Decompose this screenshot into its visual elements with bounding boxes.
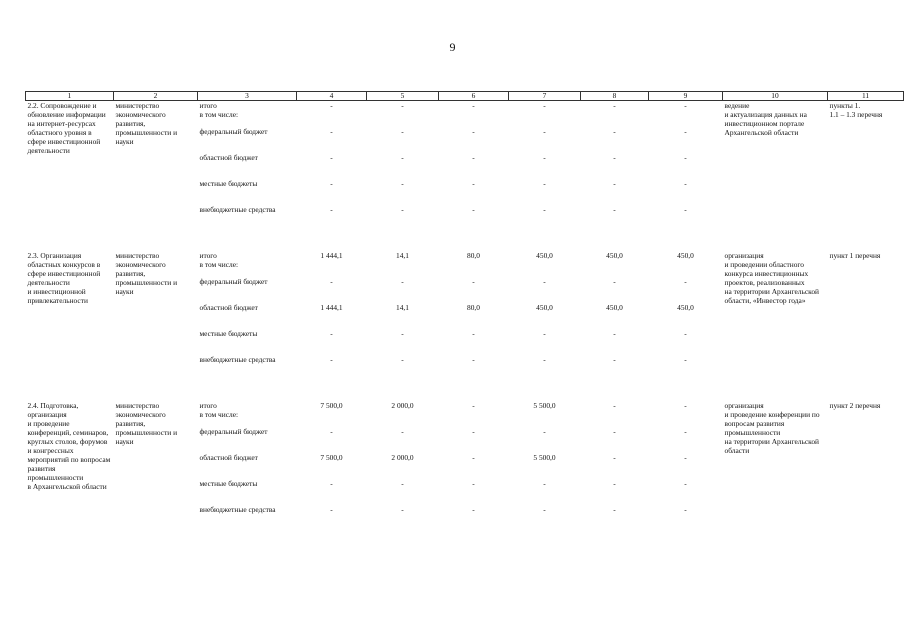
amount-value: - (472, 127, 475, 136)
amount-value: 5 500,0 (533, 453, 556, 462)
amount-value: - (684, 101, 687, 110)
funding-source-label: областной бюджет (199, 153, 258, 162)
amount-value: - (472, 329, 475, 338)
amount-value: 1 444,1 (320, 303, 343, 312)
amount-value: - (401, 479, 404, 488)
amount-value: - (613, 453, 616, 462)
column-header: 10 (723, 92, 828, 101)
amount-value: - (330, 179, 333, 188)
responsible-executor (114, 251, 198, 381)
amount-value: - (401, 329, 404, 338)
amount-value: - (330, 329, 333, 338)
amount-value: - (401, 277, 404, 286)
amount-value: - (401, 127, 404, 136)
amount-value: 7 500,0 (320, 401, 343, 410)
amount-value: - (613, 505, 616, 514)
amount-column (367, 401, 439, 531)
expected-result-text: организация и проведение конференции по вопросам развития промышленности на территории Архангельской области (724, 401, 820, 456)
amount-value: - (330, 355, 333, 364)
amount-value: - (543, 505, 546, 514)
funding-source-label: местные бюджеты (199, 329, 258, 338)
amount-value: - (401, 505, 404, 514)
amount-value: - (330, 427, 333, 436)
column-header: 8 (581, 92, 649, 101)
funding-source-label: федеральный бюджет (199, 427, 268, 436)
column-header: 7 (509, 92, 581, 101)
row-spacer (26, 381, 904, 401)
amount-value: 450,0 (606, 251, 623, 260)
spacer-cell (26, 231, 904, 251)
amount-value: - (472, 401, 475, 410)
amount-value: - (330, 277, 333, 286)
responsible-executor-text: министерство экономического развития, промышленности и науки (115, 401, 178, 447)
page-number: 9 (449, 40, 456, 54)
reference-item (828, 251, 904, 381)
reference-item (828, 101, 904, 232)
amount-value: 2 000,0 (391, 401, 414, 410)
measure-name-text: 2.3. Организация областных конкурсов в сфере инвестиционной деятельности и инвестиционной привлекательности (27, 251, 101, 306)
column-header: 3 (198, 92, 297, 101)
funding-source-label: внебюджетные средства (199, 355, 276, 364)
column-header: 6 (439, 92, 509, 101)
amount-value: - (543, 127, 546, 136)
amount-value: - (613, 153, 616, 162)
amount-value: - (330, 101, 333, 110)
amount-value: 450,0 (536, 303, 553, 312)
amount-column (297, 251, 367, 381)
amount-value: - (684, 205, 687, 214)
row-spacer (26, 231, 904, 251)
amount-value: - (684, 329, 687, 338)
amount-value: 450,0 (677, 251, 694, 260)
column-header: 2 (114, 92, 198, 101)
amount-value: - (330, 505, 333, 514)
measure-name-text: 2.2. Сопровождение и обновление информации на интернет-ресурсах областного уровня в сфере инвестиционной деятельности (27, 101, 106, 156)
measure-name (26, 251, 114, 381)
column-number-row (26, 92, 904, 101)
amount-value: - (543, 101, 546, 110)
amount-value: - (543, 277, 546, 286)
amount-column (581, 101, 649, 232)
amount-value: - (472, 205, 475, 214)
amount-column (649, 101, 723, 232)
responsible-executor (114, 401, 198, 531)
funding-source-label: федеральный бюджет (199, 127, 268, 136)
expected-result-text: организация и проведении областного конкурса инвестиционных проектов, реализованных на территории Архангельской области, «Инвестор года» (724, 251, 820, 306)
amount-column (367, 251, 439, 381)
measure-row (26, 251, 904, 381)
amount-value: - (401, 205, 404, 214)
amount-value: - (330, 127, 333, 136)
amount-value: - (472, 479, 475, 488)
amount-value: - (330, 205, 333, 214)
amount-value: - (684, 453, 687, 462)
reference-item-text: пункт 2 перечня (829, 401, 881, 410)
amount-value: - (684, 355, 687, 364)
amount-value: - (613, 427, 616, 436)
amount-value: 14,1 (396, 303, 409, 312)
expected-result-text: ведение и актуализация данных на инвестиционном портале Архангельской области (724, 101, 807, 138)
amount-column (649, 251, 723, 381)
measure-name (26, 401, 114, 531)
amount-value: - (401, 153, 404, 162)
amount-column (297, 401, 367, 531)
expected-result (723, 251, 828, 381)
reference-item (828, 401, 904, 531)
amount-value: - (543, 427, 546, 436)
reference-item-text: пункты 1. 1.1 – 1.3 перечня (829, 101, 883, 120)
amount-value: - (472, 153, 475, 162)
column-header: 9 (649, 92, 723, 101)
expected-result (723, 401, 828, 531)
funding-source-label: внебюджетные средства (199, 205, 276, 214)
funding-sources (198, 101, 297, 232)
amount-column (509, 251, 581, 381)
amount-value: - (684, 479, 687, 488)
amount-value: - (472, 427, 475, 436)
amount-value: - (684, 277, 687, 286)
amount-value: - (543, 329, 546, 338)
column-header: 1 (26, 92, 114, 101)
amount-value: 80,0 (467, 303, 480, 312)
amount-value: - (684, 153, 687, 162)
column-header: 11 (828, 92, 904, 101)
spacer-cell (26, 381, 904, 401)
funding-source-label: местные бюджеты (199, 479, 258, 488)
funding-source-label: местные бюджеты (199, 179, 258, 188)
amount-value: - (613, 179, 616, 188)
amount-value: - (472, 505, 475, 514)
amount-column (509, 401, 581, 531)
amount-value: - (472, 355, 475, 364)
amount-value: - (401, 101, 404, 110)
amount-value: - (613, 101, 616, 110)
amount-value: - (330, 479, 333, 488)
expected-result (723, 101, 828, 232)
amount-column (509, 101, 581, 232)
funding-source-label: итого в том числе: (199, 101, 239, 120)
amount-value: - (472, 179, 475, 188)
amount-column (367, 101, 439, 232)
amount-value: 80,0 (467, 251, 480, 260)
amount-value: 450,0 (536, 251, 553, 260)
amount-value: - (613, 355, 616, 364)
amount-value: - (401, 355, 404, 364)
amount-value: - (401, 179, 404, 188)
amount-value: - (401, 427, 404, 436)
amount-value: - (684, 401, 687, 410)
measure-name-text: 2.4. Подготовка, организация и проведение конференций, семинаров, круглых столов, форумов и конгрессных мероприятий по вопросам развития промышленности в Архангельской области (27, 401, 111, 492)
amount-value: 1 444,1 (320, 251, 343, 260)
amount-value: - (330, 153, 333, 162)
amount-value: 7 500,0 (320, 453, 343, 462)
amount-column (581, 251, 649, 381)
amount-value: - (684, 505, 687, 514)
funding-source-label: итого в том числе: (199, 251, 239, 270)
amount-value: - (543, 355, 546, 364)
amount-value: - (613, 277, 616, 286)
amount-value: 5 500,0 (533, 401, 556, 410)
funding-source-label: федеральный бюджет (199, 277, 268, 286)
amount-value: 450,0 (677, 303, 694, 312)
funding-sources (198, 401, 297, 531)
amount-column (581, 401, 649, 531)
funding-source-label: внебюджетные средства (199, 505, 276, 514)
reference-item-text: пункт 1 перечня (829, 251, 881, 260)
amount-value: - (472, 277, 475, 286)
program-table (25, 91, 904, 531)
amount-column (439, 101, 509, 232)
amount-value: - (613, 205, 616, 214)
measure-row (26, 401, 904, 531)
amount-value: - (684, 127, 687, 136)
amount-value: - (613, 479, 616, 488)
amount-value: - (543, 153, 546, 162)
responsible-executor-text: министерство экономического развития, промышленности и науки (115, 251, 178, 297)
amount-column (439, 401, 509, 531)
amount-value: - (543, 179, 546, 188)
amount-value: - (543, 205, 546, 214)
amount-value: - (613, 127, 616, 136)
amount-value: - (543, 479, 546, 488)
responsible-executor-text: министерство экономического развития, промышленности и науки (115, 101, 178, 147)
funding-source-label: итого в том числе: (199, 401, 239, 420)
funding-source-label: областной бюджет (199, 303, 258, 312)
amount-value: - (613, 401, 616, 410)
measure-row (26, 101, 904, 232)
amount-value: 450,0 (606, 303, 623, 312)
amount-value: - (472, 453, 475, 462)
amount-value: - (472, 101, 475, 110)
responsible-executor (114, 101, 198, 232)
column-header: 5 (367, 92, 439, 101)
funding-sources (198, 251, 297, 381)
amount-value: - (613, 329, 616, 338)
amount-column (297, 101, 367, 232)
amount-column (649, 401, 723, 531)
amount-value: 2 000,0 (391, 453, 414, 462)
amount-value: 14,1 (396, 251, 409, 260)
funding-source-label: областной бюджет (199, 453, 258, 462)
amount-value: - (684, 427, 687, 436)
amount-column (439, 251, 509, 381)
measure-name (26, 101, 114, 232)
amount-value: - (684, 179, 687, 188)
column-header: 4 (297, 92, 367, 101)
